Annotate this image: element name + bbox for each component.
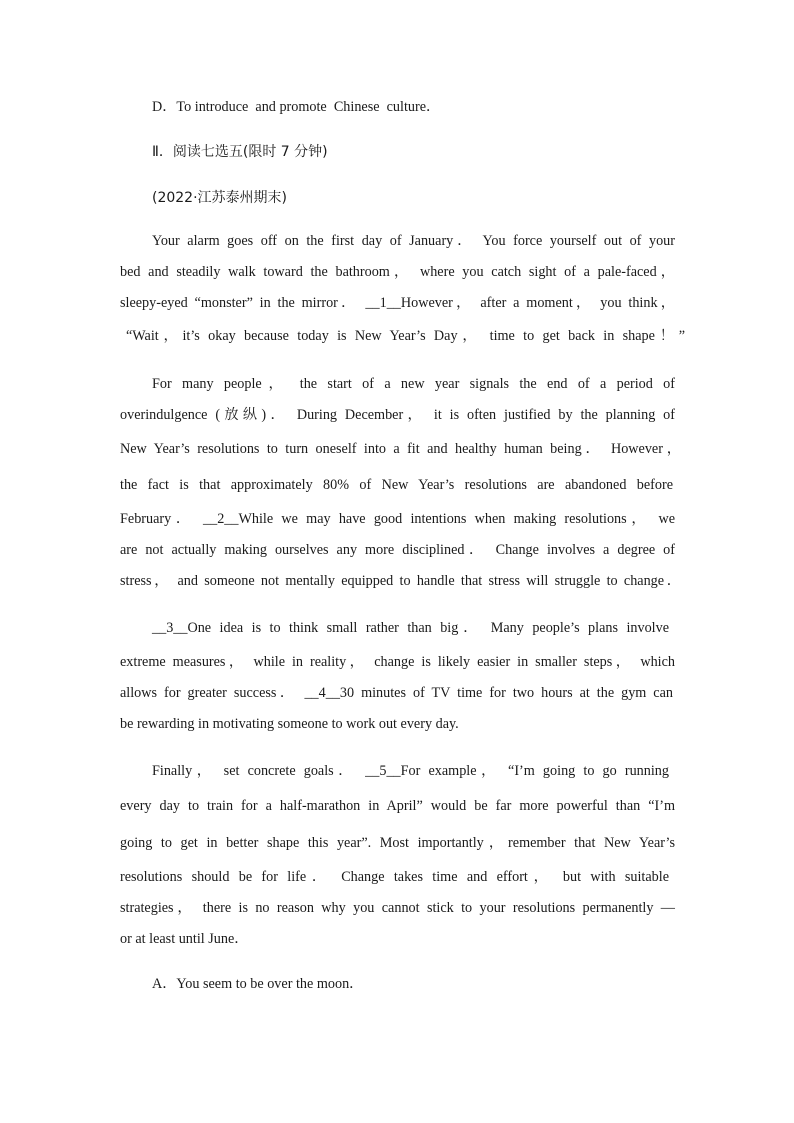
paragraph-2-line-7: stress， and someone not mentally equipped to handle that stress will struggle to change． bbox=[120, 573, 681, 589]
paragraph-1-line-4: “Wait，it’s okay because today is New Year’s Day， time to get back in shape！” bbox=[126, 328, 685, 344]
paragraph-2-line-4: the fact is that approximately 80% of New Year’s resolutions are abandoned before bbox=[120, 477, 673, 493]
paragraph-1-line-1: Your alarm goes off on the first day of January． You force yourself out of your bbox=[152, 233, 675, 249]
option-a: A．You seem to be over the moon． bbox=[152, 976, 364, 992]
paragraph-3-line-3: allows for greater success． __4__30 minutes of TV time for two hours at the gym can bbox=[120, 685, 673, 701]
source-note: (2022·江苏泰州期末) bbox=[152, 190, 288, 206]
paragraph-4-line-5: strategies， there is no reason why you cannot stick to your resolutions permanently — bbox=[120, 900, 675, 916]
paragraph-3-line-1: __3__One idea is to think small rather than big． Many people’s plans involve bbox=[152, 620, 669, 636]
paragraph-4-line-1: Finally， set concrete goals． __5__For example， “I’m going to go running bbox=[152, 763, 669, 779]
paragraph-3-line-4: be rewarding in motivating someone to work out every day. bbox=[120, 716, 459, 732]
paragraph-4-line-6: or at least until June． bbox=[120, 931, 249, 947]
paragraph-2-line-1: For many people， the start of a new year signals the end of a period of bbox=[152, 376, 675, 392]
paragraph-4-line-4: resolutions should be for life． Change takes time and effort， but with suitable bbox=[120, 869, 669, 885]
paragraph-2-line-3: New Year’s resolutions to turn oneself into a fit and healthy human being． However， bbox=[120, 441, 681, 457]
paragraph-3-line-2: extreme measures， while in reality， change is likely easier in smaller steps， which bbox=[120, 654, 675, 670]
paragraph-2-line-2: overindulgence (放纵)． During December， it is often justified by the planning of bbox=[120, 407, 675, 423]
paragraph-2-line-6: are not actually making ourselves any more disciplined． Change involves a degree of bbox=[120, 542, 675, 558]
paragraph-4-line-3: going to get in better shape this year”. Most importantly，remember that New Year’s bbox=[120, 835, 675, 851]
paragraph-1-line-2: bed and steadily walk toward the bathroom， where you catch sight of a pale-faced， bbox=[120, 264, 675, 280]
paragraph-1-line-3: sleepy-eyed “monster” in the mirror． __1__However， after a moment， you think， bbox=[120, 295, 675, 311]
paragraph-4-line-2: every day to train for a half-marathon in April” would be far more powerful than “I’m bbox=[120, 798, 675, 814]
section-heading: Ⅱ．阅读七选五(限时 7 分钟) bbox=[152, 144, 328, 160]
paragraph-2-line-5: February． __2__While we may have good intentions when making resolutions， we bbox=[120, 511, 675, 527]
option-d: D．To introduce and promote Chinese culture． bbox=[152, 99, 441, 115]
